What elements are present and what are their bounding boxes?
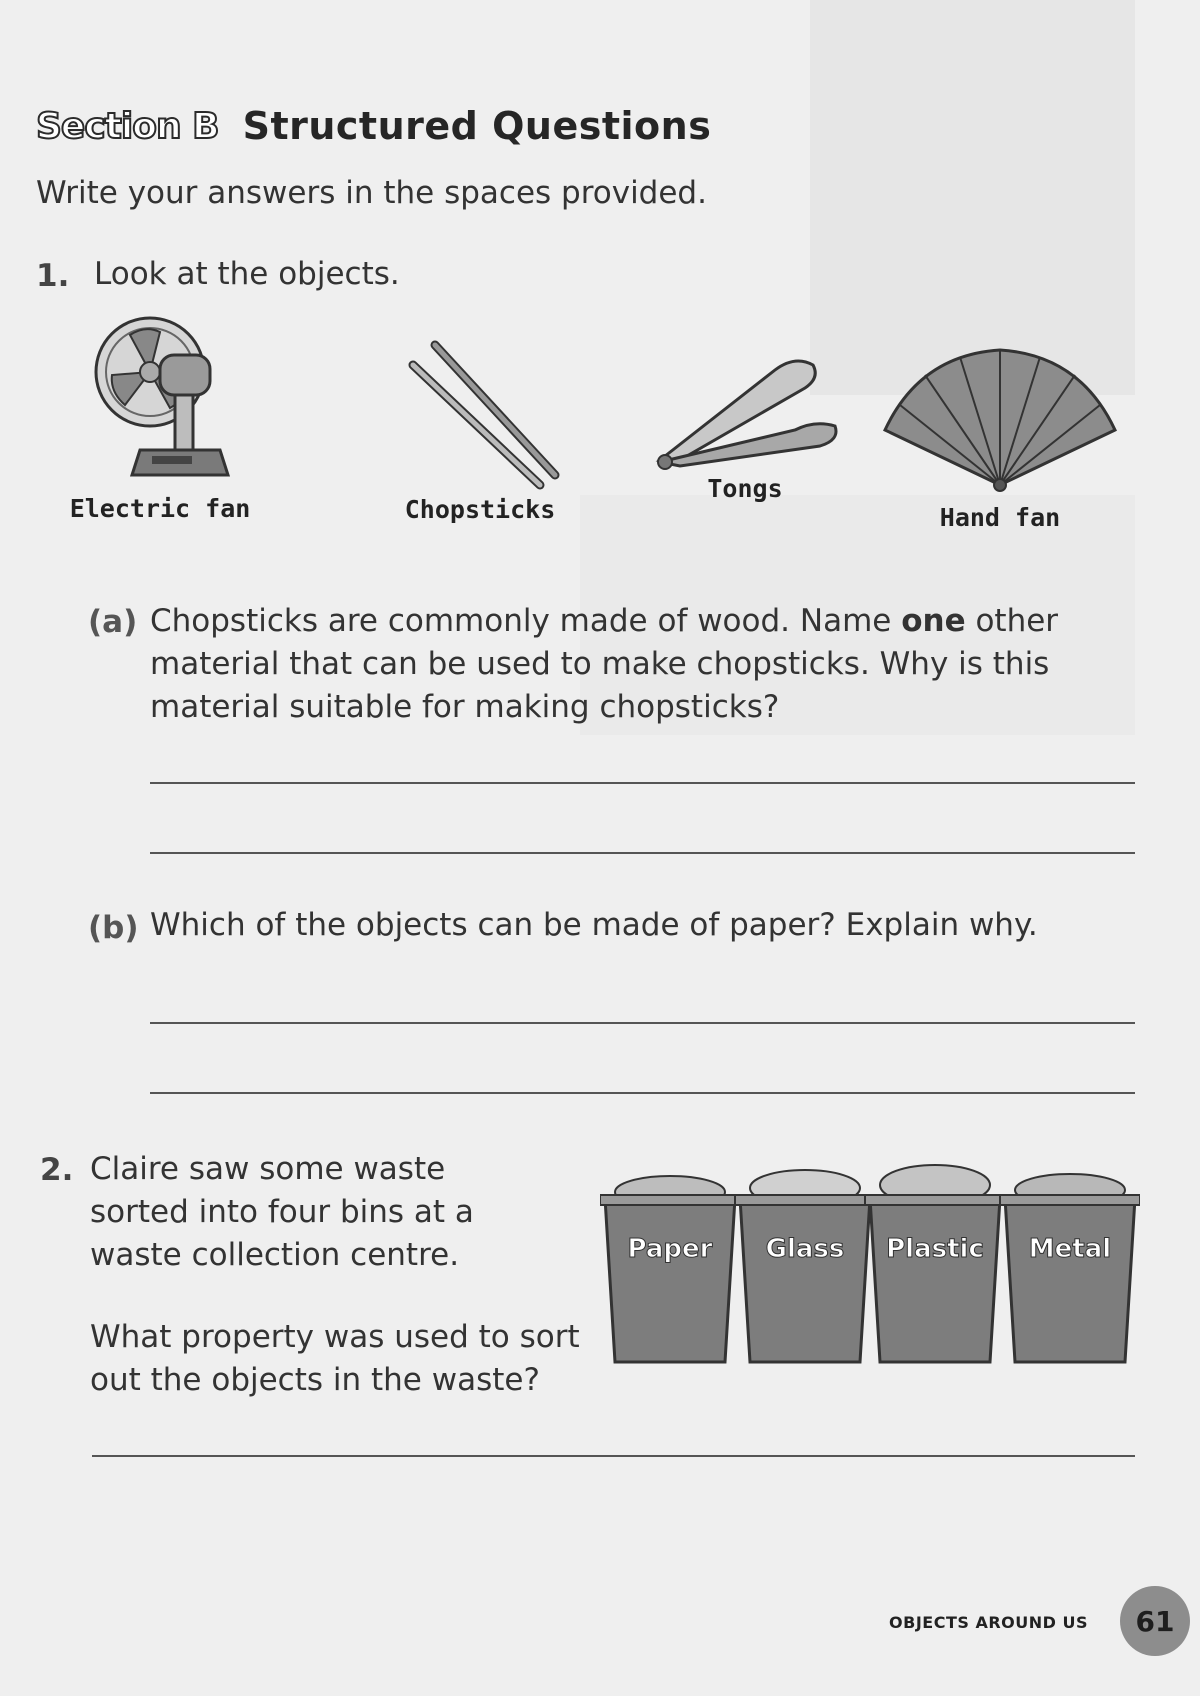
chopsticks-icon bbox=[395, 335, 565, 495]
bin-glass bbox=[735, 1170, 875, 1362]
question-text: What property was used to sort out the objects in the waste? bbox=[90, 1319, 580, 1398]
answer-line[interactable] bbox=[92, 1455, 1135, 1457]
waste-bins-illustration bbox=[600, 1140, 1140, 1365]
answer-line[interactable] bbox=[150, 782, 1135, 784]
page-number: 61 bbox=[1120, 1586, 1190, 1656]
bin-metal bbox=[1000, 1174, 1140, 1362]
sub-question-text: Chopsticks are commonly made of wood. Name one other material that can be used to make chopsticks. Why is this material suitable for making chopsticks? bbox=[150, 603, 1059, 725]
question-text: Claire saw some waste sorted into four bins at a waste collection centre. bbox=[90, 1151, 474, 1273]
object-label: Electric fan bbox=[69, 494, 251, 523]
object-label: Tongs bbox=[707, 474, 783, 503]
hand-fan-icon bbox=[880, 345, 1120, 495]
object-label: Chopsticks bbox=[404, 495, 556, 524]
bin-label: Metal bbox=[1028, 1234, 1112, 1264]
object-hand-fan bbox=[880, 345, 1120, 532]
section-title: Structured Questions bbox=[242, 104, 712, 148]
tongs-icon bbox=[645, 350, 845, 470]
object-electric-fan bbox=[60, 310, 260, 523]
object-label: Hand fan bbox=[939, 503, 1061, 532]
object-chopsticks bbox=[390, 335, 570, 524]
answer-line[interactable] bbox=[150, 1022, 1135, 1024]
sub-question-text: Which of the objects can be made of paper? Explain why. bbox=[150, 907, 1038, 943]
bin-paper bbox=[600, 1176, 740, 1362]
bin-label: Glass bbox=[765, 1234, 845, 1264]
chapter-footer: OBJECTS AROUND US bbox=[889, 1613, 1088, 1632]
bleed-through-shade bbox=[810, 0, 1135, 395]
sub-question-label: (a) bbox=[88, 604, 138, 640]
bin-label: Plastic bbox=[886, 1234, 984, 1264]
section-header bbox=[36, 104, 711, 148]
bin-label: Paper bbox=[627, 1234, 713, 1264]
sub-question-label: (b) bbox=[88, 910, 139, 946]
instructions: Write your answers in the spaces provided. bbox=[36, 175, 707, 211]
question-number: 1. bbox=[36, 258, 70, 294]
electric-fan-icon bbox=[90, 310, 230, 490]
question-prompt: Look at the objects. bbox=[94, 256, 400, 292]
answer-line[interactable] bbox=[150, 1092, 1135, 1094]
question-number: 2. bbox=[40, 1152, 74, 1188]
object-tongs bbox=[640, 350, 850, 503]
answer-line[interactable] bbox=[150, 852, 1135, 854]
bin-plastic bbox=[865, 1165, 1005, 1362]
section-badge: Section B bbox=[36, 105, 219, 147]
